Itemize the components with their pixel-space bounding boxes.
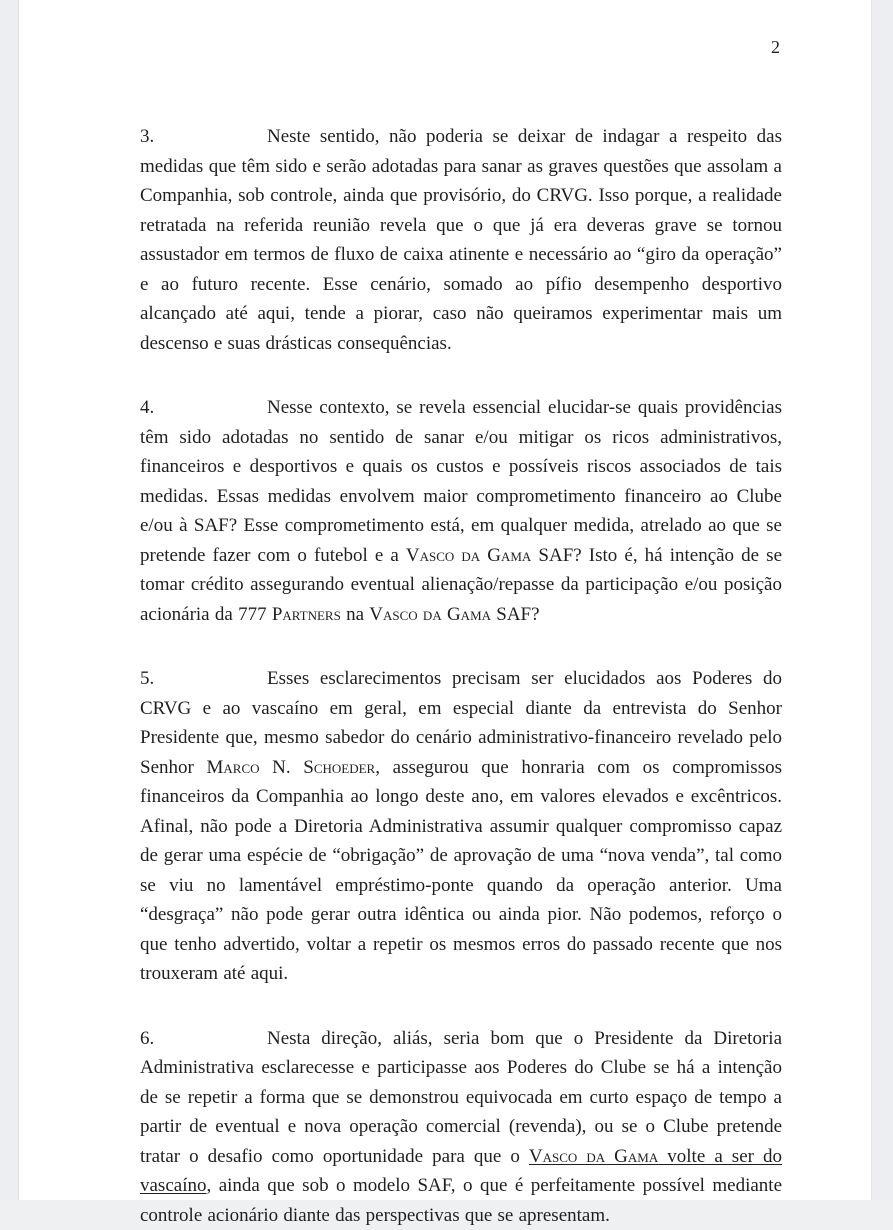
viewer-gutter-left (0, 0, 19, 1200)
paragraph-number: 5. (140, 664, 267, 694)
paragraph-text-segment: volte a ser do vascaíno (140, 1146, 782, 1197)
paragraph (140, 664, 782, 989)
document-page (19, 0, 871, 1200)
paragraph-text-segment: , ainda que sob o modelo SAF, o que é perfeitamente possível mediante controle acionário diante das perspectivas que se apresentam. (140, 1175, 782, 1226)
paragraph-number: 3. (140, 122, 267, 152)
paragraph-text-segment: 777 Partners (238, 604, 341, 625)
paragraph (140, 122, 782, 358)
paragraph (140, 1024, 782, 1230)
paragraph-text-segment: Marco N. Schoeder (206, 757, 375, 778)
document-body (140, 122, 782, 1230)
paragraph-text-segment: ? (531, 604, 539, 625)
paragraph-text-segment: na (341, 604, 369, 625)
paragraph-text-segment: Vasco da Gama SAF (369, 604, 531, 625)
paragraph-text-segment: Vasco da Gama (529, 1146, 658, 1167)
paragraph-text-segment: , assegurou que honraria com os compromissos financeiros da Companhia ao longo deste ano, em valores elevados e excêntricos. Afinal, não pode a Diretoria Administrativa assumir qualquer compromisso capaz de gerar uma espécie de “obrigação” de aprovação de uma “nova venda”, tal como se viu no lamentável empréstimo-ponte quando da operação anterior. Uma “desgraça” não pode gerar outra idêntica ou ainda pior. Não podemos, reforço o que tenho advertido, voltar a repetir os mesmos erros do passado recente que nos trouxeram até aqui. (140, 757, 782, 985)
paragraph-number: 4. (140, 393, 267, 423)
paragraph-text-segment: Nesse contexto, se revela essencial elucidar-se quais providências têm sido adotadas no sentido de sanar e/ou mitigar os ricos administrativos, financeiros e desportivos e quais os custos e possíveis riscos associados de tais medidas. Essas medidas envolvem maior comprometimento financeiro ao Clube e/ou à SAF? Esse comprometimento está, em qualquer medida, atrelado ao que se pretende fazer com o futebol e a (140, 397, 782, 566)
paragraph-text-segment: ? Isto é, há intenção de se tomar crédito assegurando eventual alienação/repasse da participação e/ou posição acionária da (140, 545, 782, 625)
paragraph-text-segment: Esses esclarecimentos precisam ser elucidados aos Poderes do CRVG e ao vascaíno em geral, em especial diante da entrevista do Senhor Presidente que, mesmo sabedor do cenário administrativo-financeiro revelado pelo Senhor (140, 668, 782, 778)
paragraph-text-segment: Neste sentido, não poderia se deixar de indagar a respeito das medidas que têm sido e serão adotadas para sanar as graves questões que assolam a Companhia, sob controle, ainda que provisório, do CRVG. Isso porque, a realidade retratada na referida reunião revela que o que já era deveras grave se tornou assustador em termos de fluxo de caixa atinente e necessário ao “giro da operação” e ao futuro recente. Esse cenário, somado ao pífio desempenho desportivo alcançado até aqui, tende a piorar, caso não queiramos experimentar mais um descenso e suas drásticas consequências. (140, 126, 782, 354)
paragraph (140, 393, 782, 629)
page-number: 2 (140, 36, 782, 58)
paragraph-number: 6. (140, 1024, 267, 1054)
paragraph-text-segment: Nesta direção, aliás, seria bom que o Presidente da Diretoria Administrativa esclarecesse e participasse aos Poderes do Clube se há a intenção de se repetir a forma que se demonstrou equivocada em curto espaço de tempo a partir de eventual e nova operação comercial (revenda), ou se o Clube pretende tratar o desafio como oportunidade para que o (140, 1028, 782, 1167)
viewer-gutter-right (871, 0, 893, 1200)
paragraph-text-segment: Vasco da Gama SAF (406, 545, 573, 566)
